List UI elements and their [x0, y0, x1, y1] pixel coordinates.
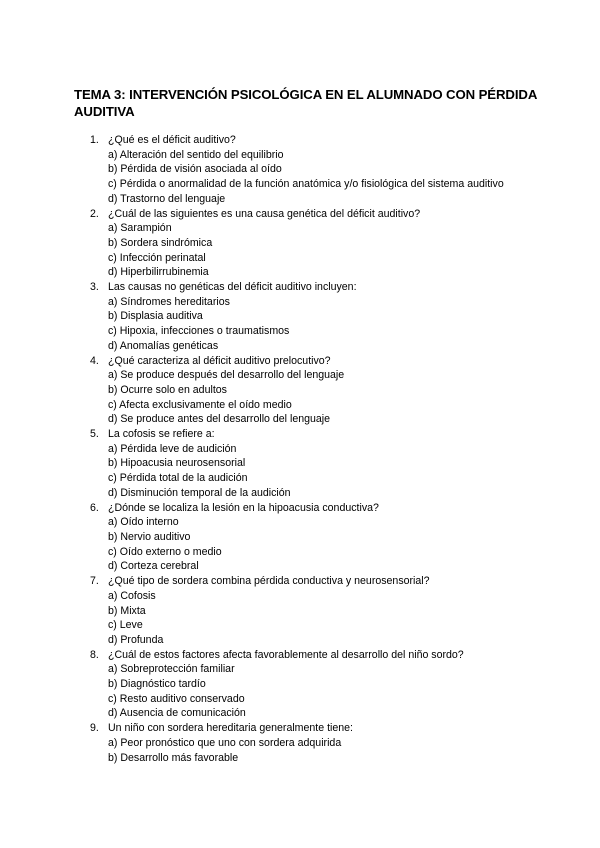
- answer-option: d) Hiperbilirrubinemia: [108, 266, 209, 279]
- question-number: 9.: [90, 722, 99, 735]
- question-text: ¿Cuál de estos factores afecta favorablemente al desarrollo del niño sordo?: [108, 648, 464, 661]
- question-text: Un niño con sordera hereditaria generalmente tiene:: [108, 722, 353, 735]
- answer-option: d) Ausencia de comunicación: [108, 707, 246, 720]
- answer-option: b) Desarrollo más favorable: [108, 751, 239, 764]
- question-line: [90, 207, 560, 222]
- question-text: ¿Qué caracteriza al déficit auditivo prelocutivo?: [108, 354, 331, 367]
- answer-option: a) Sarampión: [108, 222, 172, 235]
- question-line: [90, 354, 560, 369]
- option-list: [90, 368, 560, 427]
- question-number: 3.: [90, 281, 99, 294]
- answer-option: c) Leve: [108, 619, 143, 632]
- question-item: [90, 574, 560, 648]
- answer-option: c) Infección perinatal: [108, 251, 206, 264]
- question-line: [90, 280, 560, 295]
- answer-option: c) Hipoxia, infecciones o traumatismos: [108, 325, 290, 338]
- answer-option: a) Cofosis: [108, 589, 156, 602]
- answer-option: a) Pérdida leve de audición: [108, 442, 237, 455]
- answer-option: b) Sordera sindrómica: [108, 236, 213, 249]
- question-line: [90, 427, 560, 442]
- answer-option: d) Disminución temporal de la audición: [108, 486, 291, 499]
- question-text: ¿Qué es el déficit auditivo?: [108, 134, 236, 146]
- question-item: [90, 280, 560, 354]
- answer-option: d) Profunda: [108, 633, 164, 646]
- answer-option: b) Hipoacusia neurosensorial: [108, 457, 246, 470]
- question-text: La cofosis se refiere a:: [108, 428, 215, 441]
- question-item: [90, 501, 560, 575]
- option-list: [90, 295, 560, 354]
- option-list: [90, 148, 560, 207]
- question-line: [90, 501, 560, 516]
- option-list: [90, 589, 560, 648]
- answer-option: c) Oído externo o medio: [108, 545, 222, 558]
- answer-option: d) Corteza cerebral: [108, 560, 199, 573]
- option-list: [90, 736, 560, 765]
- question-text: ¿Cuál de las siguientes es una causa genética del déficit auditivo?: [108, 207, 421, 220]
- question-line: [90, 648, 560, 663]
- answer-option: a) Alteración del sentido del equilibrio: [108, 148, 284, 161]
- answer-option: b) Pérdida de visión asociada al oído: [108, 163, 282, 176]
- question-item: [90, 648, 560, 722]
- answer-option: a) Oído interno: [108, 516, 179, 529]
- question-item: [90, 133, 560, 207]
- answer-option: c) Pérdida o anormalidad de la función anatómica y/o fisiológica del sistema auditivo: [108, 178, 504, 191]
- question-item: [90, 354, 560, 428]
- answer-option: b) Ocurre solo en adultos: [108, 383, 227, 396]
- question-number: 6.: [90, 501, 99, 514]
- question-line: [90, 721, 560, 736]
- document-title: TEMA 3: INTERVENCIÓN PSICOLÓGICA EN EL ALUMNADO CON PÉRDIDA AUDITIVA: [74, 87, 537, 119]
- answer-option: b) Displasia auditiva: [108, 310, 203, 323]
- answer-option: b) Diagnóstico tardío: [108, 678, 206, 691]
- question-line: [90, 574, 560, 589]
- answer-option: c) Resto auditivo conservado: [108, 692, 245, 705]
- question-text: ¿Dónde se localiza la lesión en la hipoacusia conductiva?: [108, 501, 379, 514]
- answer-option: b) Nervio auditivo: [108, 530, 191, 543]
- answer-option: a) Síndromes hereditarios: [108, 295, 230, 308]
- question-item: [90, 721, 560, 765]
- question-text: ¿Qué tipo de sordera combina pérdida conductiva y neurosensorial?: [108, 575, 430, 588]
- answer-option: a) Peor pronóstico que uno con sordera adquirida: [108, 736, 342, 749]
- answer-option: d) Se produce antes del desarrollo del lenguaje: [108, 413, 331, 426]
- option-list: [90, 662, 560, 721]
- question-line: [90, 133, 560, 148]
- question-item: [90, 427, 560, 501]
- question-number: 1.: [90, 134, 99, 146]
- answer-option: a) Se produce después del desarrollo del lenguaje: [108, 369, 345, 382]
- question-number: 5.: [90, 428, 99, 441]
- question-number: 4.: [90, 354, 99, 367]
- answer-option: b) Mixta: [108, 604, 146, 617]
- question-number: 2.: [90, 207, 99, 220]
- question-number: 8.: [90, 648, 99, 661]
- question-list: [90, 133, 560, 765]
- question-item: [90, 207, 560, 281]
- answer-option: c) Pérdida total de la audición: [108, 472, 248, 485]
- question-text: Las causas no genéticas del déficit auditivo incluyen:: [108, 281, 357, 294]
- option-list: [90, 442, 560, 501]
- answer-option: a) Sobreprotección familiar: [108, 663, 235, 676]
- answer-option: d) Anomalías genéticas: [108, 339, 219, 352]
- answer-option: c) Afecta exclusivamente el oído medio: [108, 398, 292, 411]
- answer-option: d) Trastorno del lenguaje: [108, 192, 226, 205]
- option-list: [90, 221, 560, 280]
- option-list: [90, 515, 560, 574]
- question-number: 7.: [90, 575, 99, 588]
